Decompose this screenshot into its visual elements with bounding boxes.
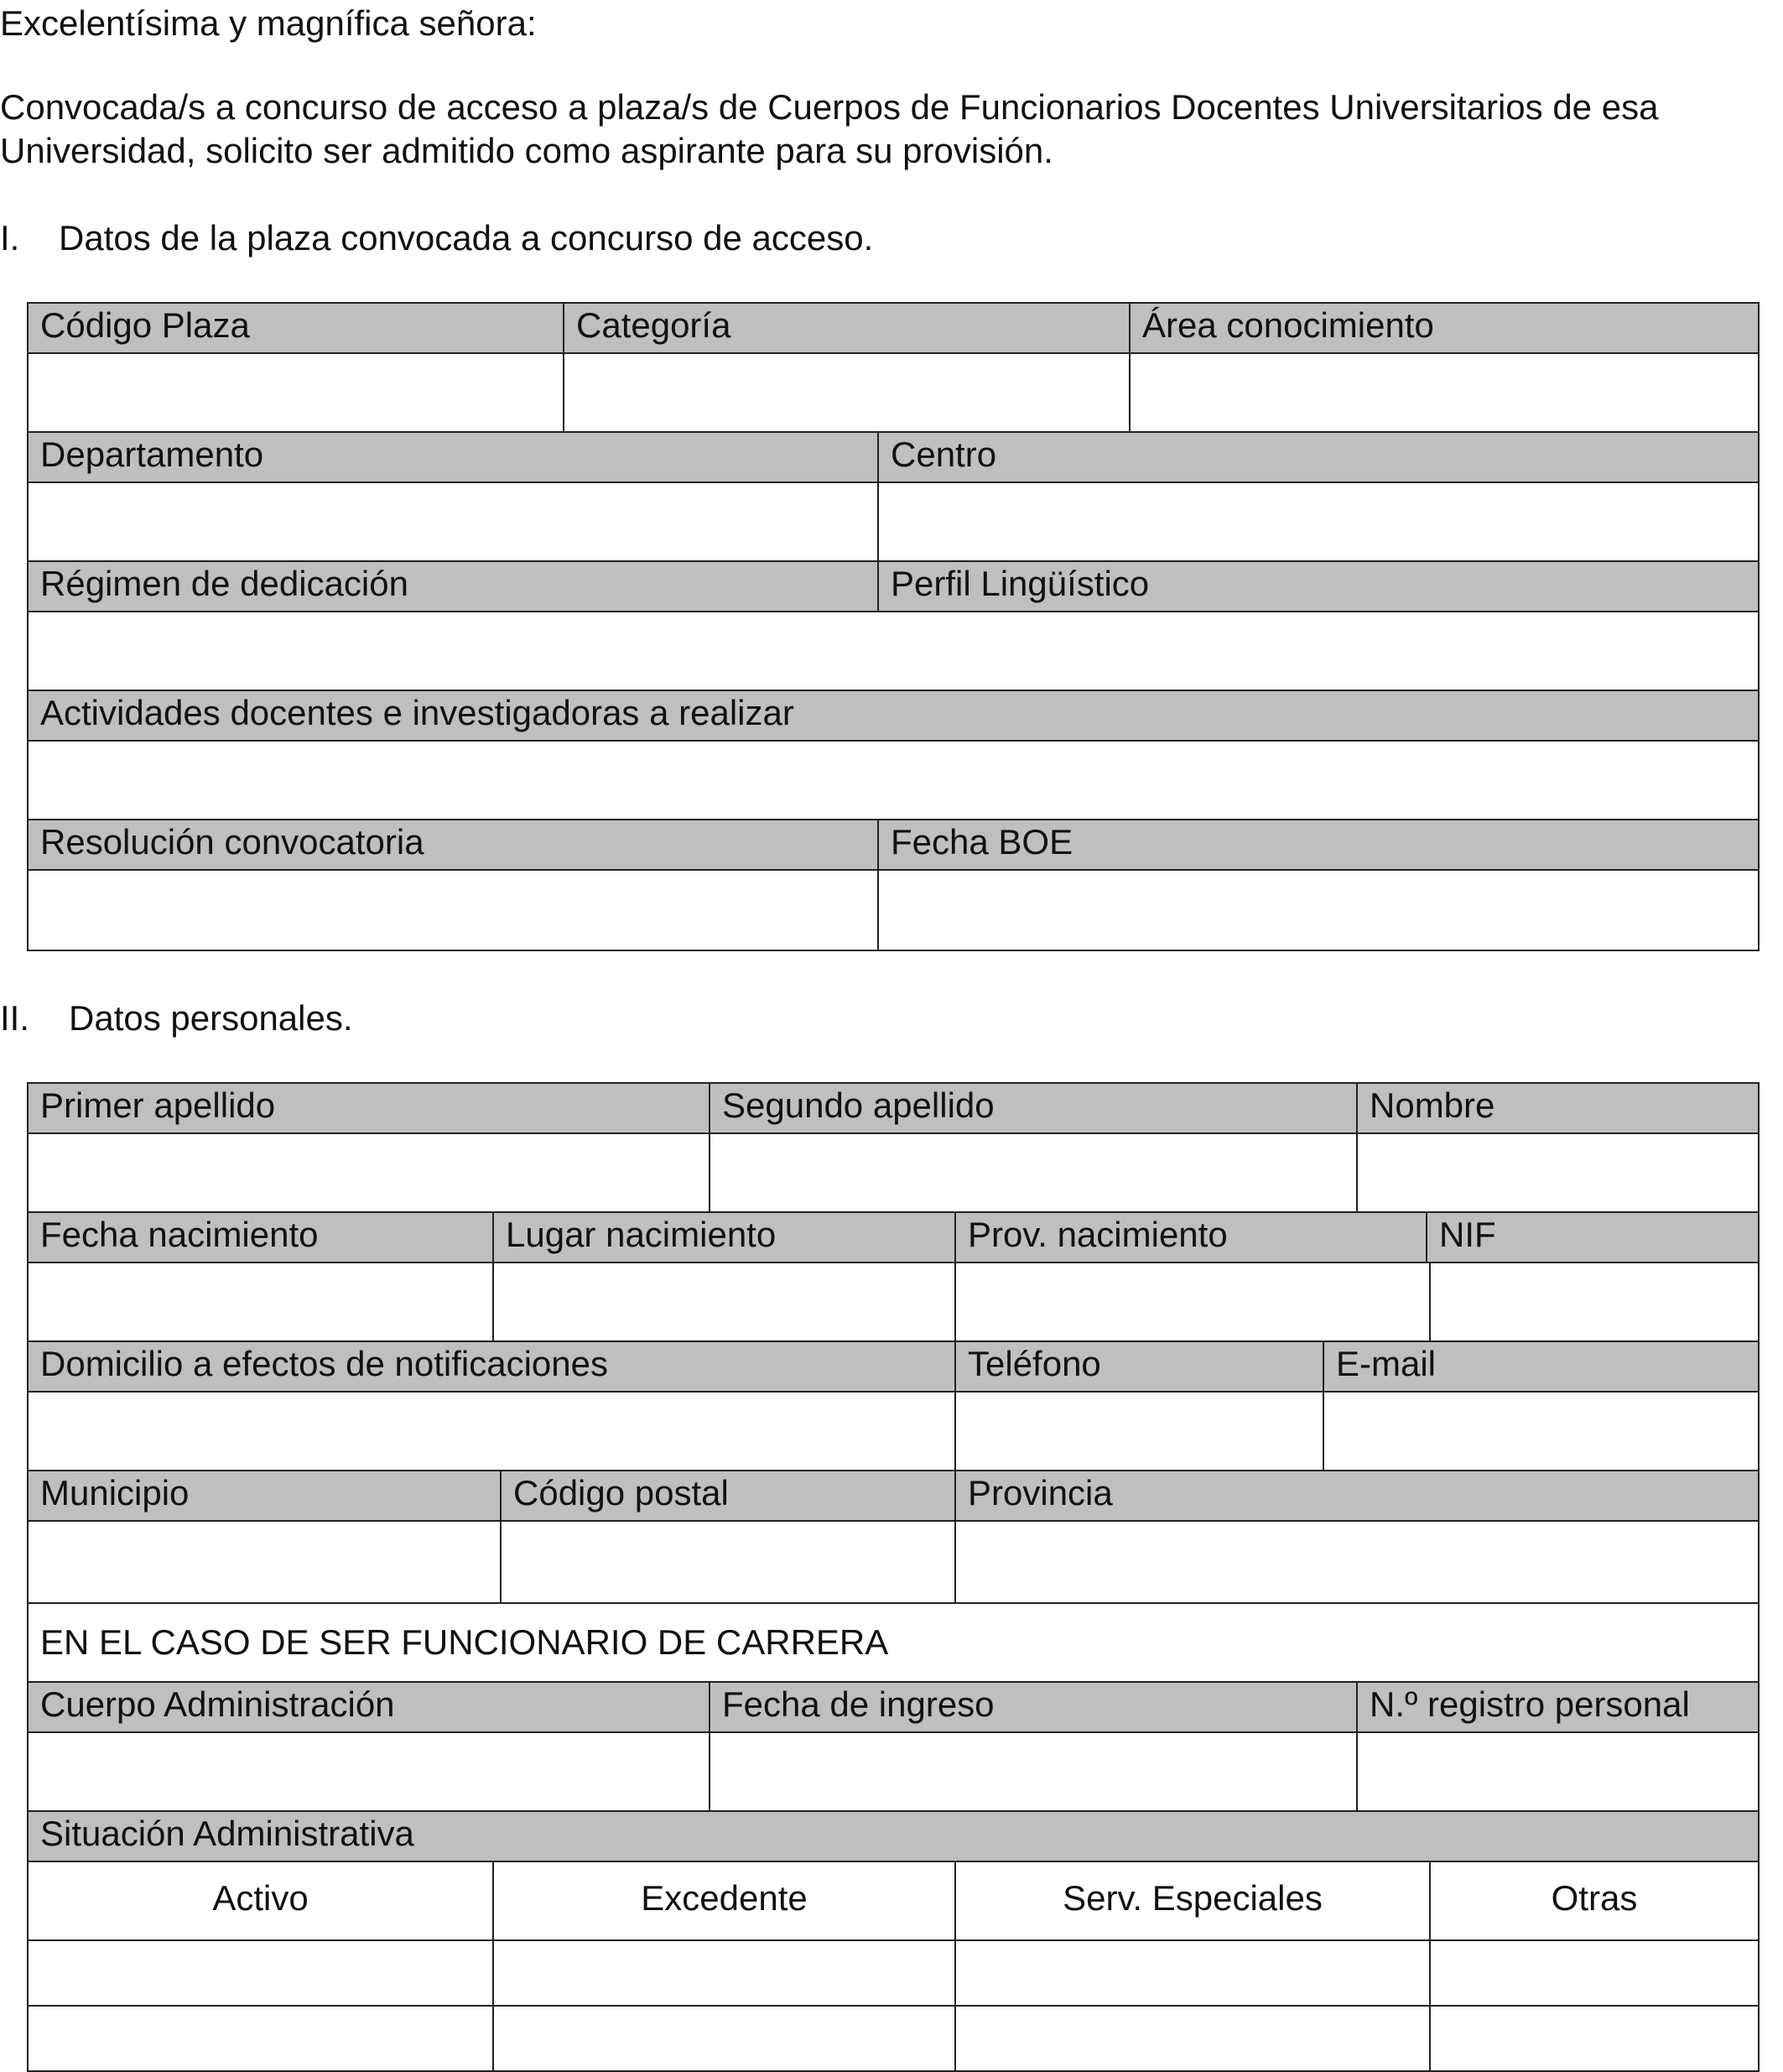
- section-1-number: I.: [0, 218, 20, 258]
- input-telefono[interactable]: [954, 1391, 1324, 1471]
- situacion-option-otras: Otras: [1429, 1861, 1760, 1941]
- input-centro[interactable]: [877, 482, 1760, 562]
- input-domicilio[interactable]: [27, 1391, 956, 1471]
- section-1-title: Datos de la plaza convocada a concurso de acceso.: [59, 218, 874, 258]
- label-regimen-dedicacion: Régimen de dedicación: [27, 560, 879, 612]
- input-departamento[interactable]: [27, 482, 879, 562]
- input-situacion-otras-2[interactable]: [1429, 2005, 1760, 2072]
- input-codigo-plaza[interactable]: [27, 352, 564, 433]
- input-fecha-nacimiento[interactable]: [27, 1262, 494, 1342]
- label-resolucion-convocatoria: Resolución convocatoria: [27, 819, 879, 871]
- label-prov-nacimiento: Prov. nacimiento: [954, 1211, 1427, 1263]
- label-centro: Centro: [877, 431, 1760, 483]
- input-municipio[interactable]: [27, 1520, 502, 1604]
- label-municipio: Municipio: [27, 1470, 502, 1522]
- label-cuerpo-administracion: Cuerpo Administración: [27, 1681, 710, 1733]
- input-codigo-postal[interactable]: [500, 1520, 956, 1604]
- label-fecha-boe: Fecha BOE: [877, 819, 1760, 871]
- label-primer-apellido: Primer apellido: [27, 1082, 710, 1134]
- input-provincia[interactable]: [954, 1520, 1760, 1604]
- label-nif: NIF: [1426, 1211, 1760, 1263]
- input-situacion-excedente-2[interactable]: [492, 2005, 956, 2072]
- section-2-heading: [0, 997, 353, 1040]
- label-email: E-mail: [1323, 1341, 1760, 1393]
- input-segundo-apellido[interactable]: [709, 1132, 1358, 1213]
- input-cuerpo-administracion[interactable]: [27, 1731, 710, 1812]
- input-categoria[interactable]: [563, 352, 1131, 433]
- situacion-option-serv-especiales: Serv. Especiales: [954, 1861, 1431, 1941]
- label-codigo-plaza: Código Plaza: [27, 302, 564, 354]
- input-nif[interactable]: [1429, 1262, 1760, 1342]
- section-2-number: II.: [0, 998, 30, 1038]
- input-actividades[interactable]: [27, 740, 1760, 820]
- input-situacion-activo[interactable]: [27, 1939, 494, 2007]
- input-regimen-perfil[interactable]: [27, 611, 1760, 691]
- label-nombre: Nombre: [1356, 1082, 1760, 1134]
- input-situacion-serv-especiales[interactable]: [954, 1939, 1431, 2007]
- label-categoria: Categoría: [563, 302, 1131, 354]
- input-primer-apellido[interactable]: [27, 1132, 710, 1213]
- label-domicilio: Domicilio a efectos de notificaciones: [27, 1341, 956, 1393]
- label-telefono: Teléfono: [954, 1341, 1324, 1393]
- input-resolucion-convocatoria[interactable]: [27, 869, 879, 951]
- salutation: Excelentísima y magnífica señora:: [0, 3, 537, 43]
- label-perfil-linguistico: Perfil Lingüístico: [877, 560, 1760, 612]
- input-situacion-excedente[interactable]: [492, 1939, 956, 2007]
- label-segundo-apellido: Segundo apellido: [709, 1082, 1358, 1134]
- label-lugar-nacimiento: Lugar nacimiento: [492, 1211, 956, 1263]
- input-situacion-serv-especiales-2[interactable]: [954, 2005, 1431, 2072]
- label-area-conocimiento: Área conocimiento: [1129, 302, 1760, 354]
- label-registro-personal: N.º registro personal: [1356, 1681, 1760, 1733]
- label-situacion-administrativa: Situación Administrativa: [27, 1810, 1760, 1862]
- label-departamento: Departamento: [27, 431, 879, 483]
- label-provincia: Provincia: [954, 1470, 1760, 1522]
- label-actividades: Actividades docentes e investigadoras a realizar: [27, 690, 1760, 742]
- label-fecha-ingreso: Fecha de ingreso: [709, 1681, 1358, 1733]
- input-email[interactable]: [1323, 1391, 1760, 1471]
- input-nombre[interactable]: [1356, 1132, 1760, 1213]
- input-lugar-nacimiento[interactable]: [492, 1262, 956, 1342]
- situacion-option-excedente: Excedente: [492, 1861, 956, 1941]
- input-prov-nacimiento[interactable]: [954, 1262, 1431, 1342]
- input-area-conocimiento[interactable]: [1129, 352, 1760, 433]
- section-1-heading: [0, 216, 873, 260]
- input-situacion-otras[interactable]: [1429, 1939, 1760, 2007]
- input-registro-personal[interactable]: [1356, 1731, 1760, 1812]
- input-situacion-activo-2[interactable]: [27, 2005, 494, 2072]
- situacion-option-activo: Activo: [27, 1861, 494, 1941]
- input-fecha-boe[interactable]: [877, 869, 1760, 951]
- label-fecha-nacimiento: Fecha nacimiento: [27, 1211, 494, 1263]
- intro-line-1: Convocada/s a concurso de acceso a plaza/s de Cuerpos de Funcionarios Docentes Universitarios de esa: [0, 87, 1659, 127]
- input-fecha-ingreso[interactable]: [709, 1731, 1358, 1812]
- section-2-title: Datos personales.: [69, 998, 353, 1038]
- label-codigo-postal: Código postal: [500, 1470, 956, 1522]
- intro-line-2: Universidad, solicito ser admitido como aspirante para su provisión.: [0, 131, 1053, 170]
- funcionario-heading: EN EL CASO DE SER FUNCIONARIO DE CARRERA: [27, 1602, 1760, 1683]
